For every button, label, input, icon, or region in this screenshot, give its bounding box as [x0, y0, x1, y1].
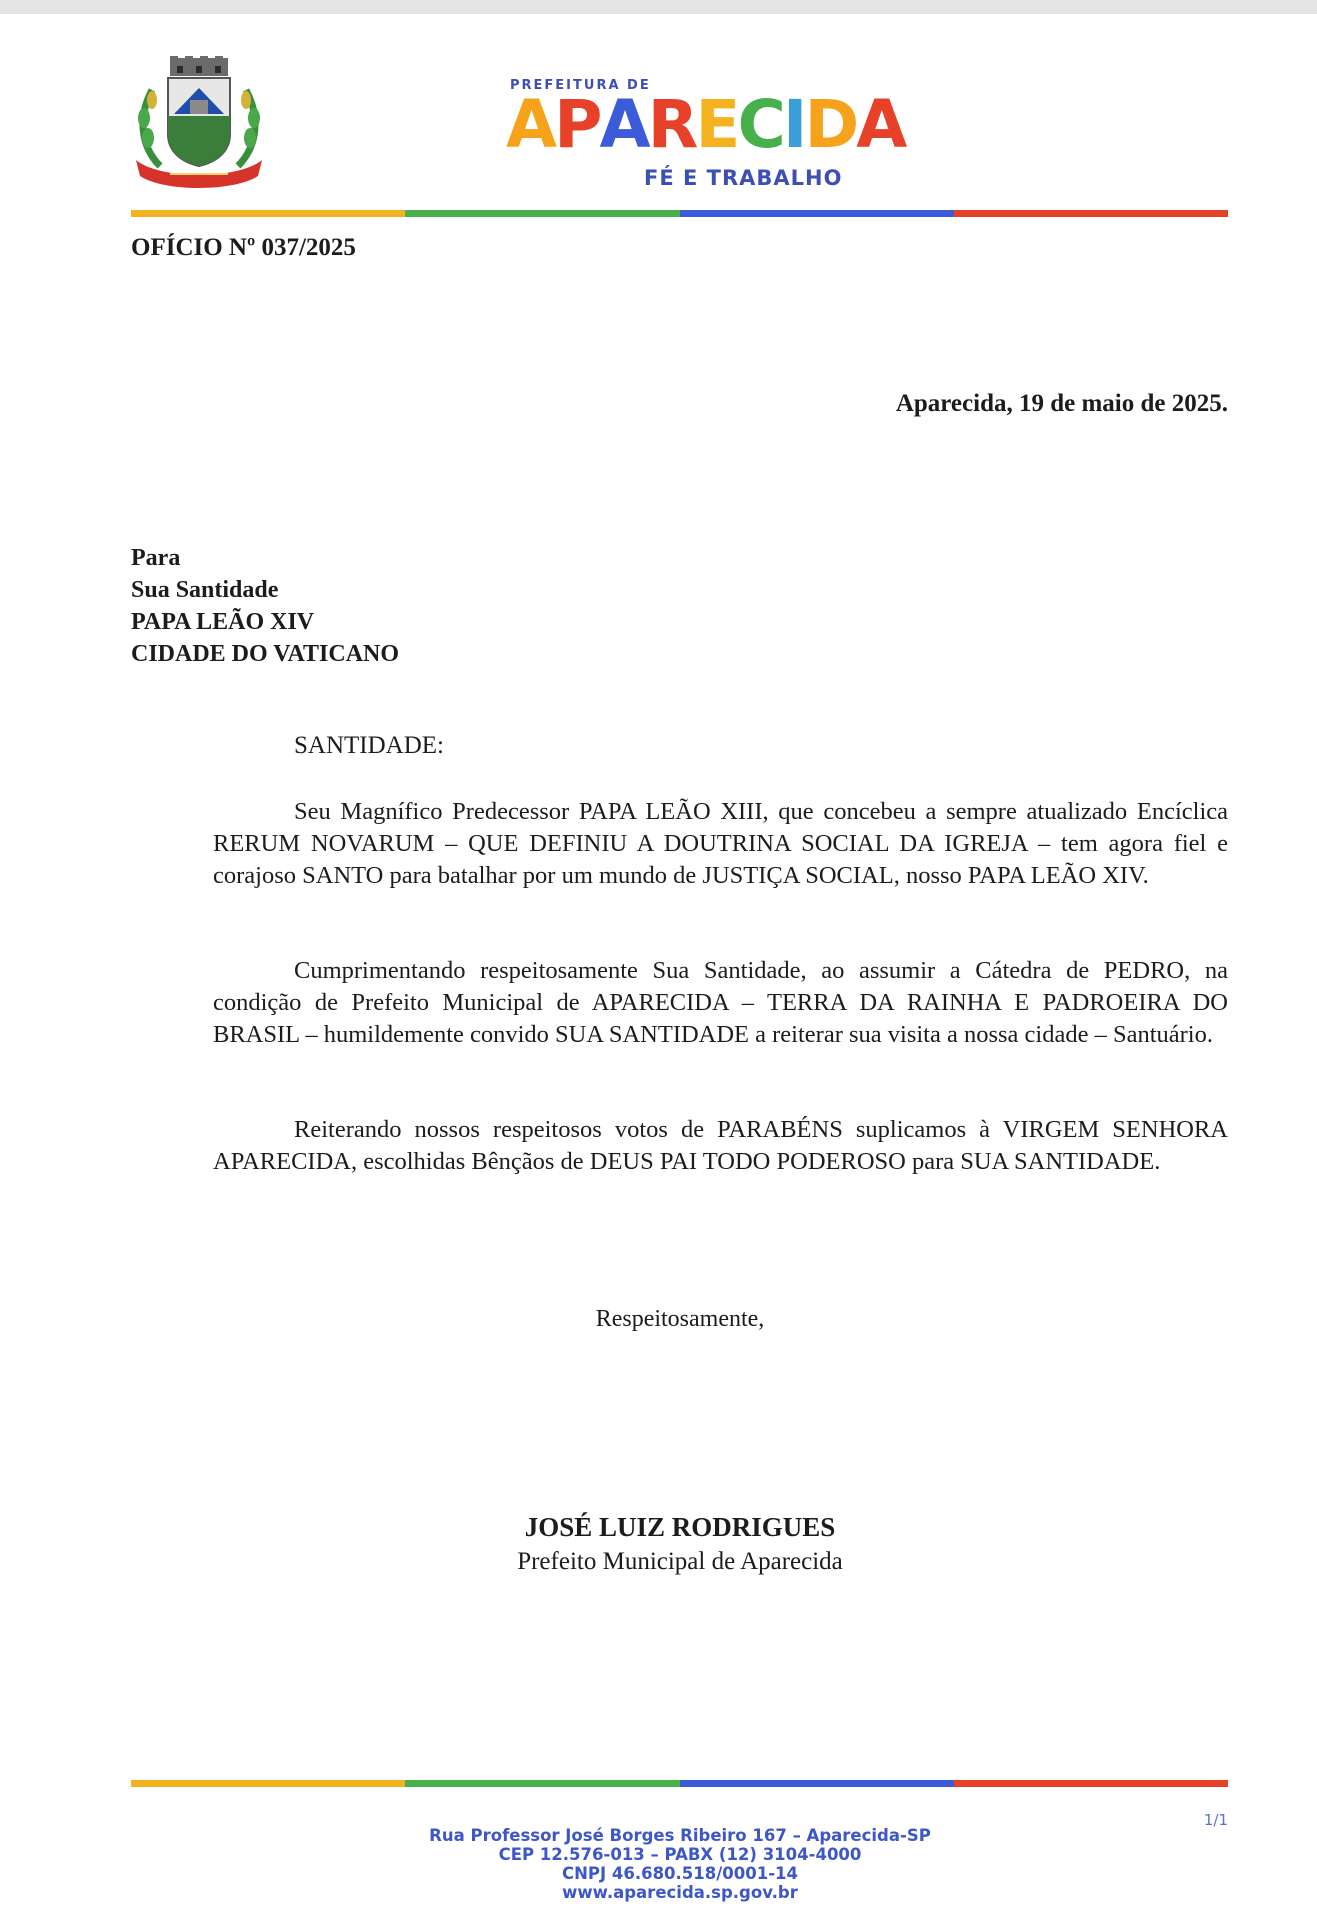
logo-slogan: FÉ E TRABALHO [644, 166, 843, 190]
logo-wordmark [506, 86, 905, 163]
oficio-number: OFÍCIO Nº 037/2025 [131, 234, 356, 261]
footer-cep: CEP 12.576-013 – PABX (12) 3104-4000 [498, 1845, 862, 1864]
footer-color-stripe [131, 1780, 1228, 1787]
stripe-segment [680, 1780, 954, 1787]
logo-letter: A [506, 86, 555, 163]
logo-letter: P [554, 86, 600, 163]
stripe-segment [954, 1780, 1228, 1787]
recipient-line: Sua Santidade [131, 577, 279, 603]
footer-contact [0, 1826, 1317, 1902]
logo-letter: R [647, 86, 696, 163]
prefeitura-logo [506, 72, 905, 192]
logo-prefix: PREFEITURA DE [510, 78, 651, 93]
logo-letter: D [804, 86, 857, 163]
logo-letter: A [856, 86, 905, 163]
logo-letter: A [599, 86, 648, 163]
header-color-stripe [131, 210, 1228, 217]
recipient-line: PAPA LEÃO XIV [131, 609, 315, 635]
recipient-line: Para [131, 545, 181, 571]
recipient-block [131, 542, 399, 670]
page-number: 1/1 [1203, 1811, 1228, 1829]
logo-letter: C [737, 86, 783, 163]
stripe-segment [405, 210, 679, 217]
letter-date: Aparecida, 19 de maio de 2025. [895, 390, 1228, 417]
footer-cnpj: CNPJ 46.680.518/0001-14 [561, 1864, 799, 1883]
stripe-segment [954, 210, 1228, 217]
coat-of-arms-icon [130, 56, 268, 190]
signer-role: Prefeito Municipal de Aparecida [517, 1548, 843, 1575]
footer-website: www.aparecida.sp.gov.br [562, 1883, 798, 1902]
body-paragraph: Seu Magnífico Predecessor PAPA LEÃO XIII, que concebeu a sempre atualizado Encíclica RERUM NOVARUM – QUE DEFINIU A DOUTRINA SOCIAL DA IGREJA – tem agora fiel e corajoso SANTO para batalhar por um mundo de JUSTIÇA SOCIAL, nosso PAPA LEÃO XIV. [213, 798, 1228, 889]
salutation: SANTIDADE: [294, 732, 444, 759]
closing: Respeitosamente, [595, 1306, 765, 1332]
logo-letter: I [782, 86, 805, 163]
body-paragraph: Reiterando nossos respeitosos votos de PARABÉNS suplicamos à VIRGEM SENHORA APARECIDA, escolhidas Bênçãos de DEUS PAI TODO PODEROSO para SUA SANTIDADE. [213, 1116, 1228, 1175]
stripe-segment [680, 210, 954, 217]
stripe-segment [131, 1780, 405, 1787]
logo-letter: E [695, 86, 738, 163]
stripe-segment [131, 210, 405, 217]
body-paragraph: Cumprimentando respeitosamente Sua Santidade, ao assumir a Cátedra de PEDRO, na condição de Prefeito Municipal de APARECIDA – TERRA DA RAINHA E PADROEIRA DO BRASIL – humildemente convido SUA SANTIDADE a reiterar sua visita a nossa cidade – Santuário. [213, 957, 1228, 1048]
recipient-line: CIDADE DO VATICANO [131, 641, 400, 667]
stripe-segment [405, 1780, 679, 1787]
footer-address: Rua Professor José Borges Ribeiro 167 – Aparecida-SP [429, 1826, 931, 1845]
signer-name: JOSÉ LUIZ RODRIGUES [524, 1512, 836, 1542]
